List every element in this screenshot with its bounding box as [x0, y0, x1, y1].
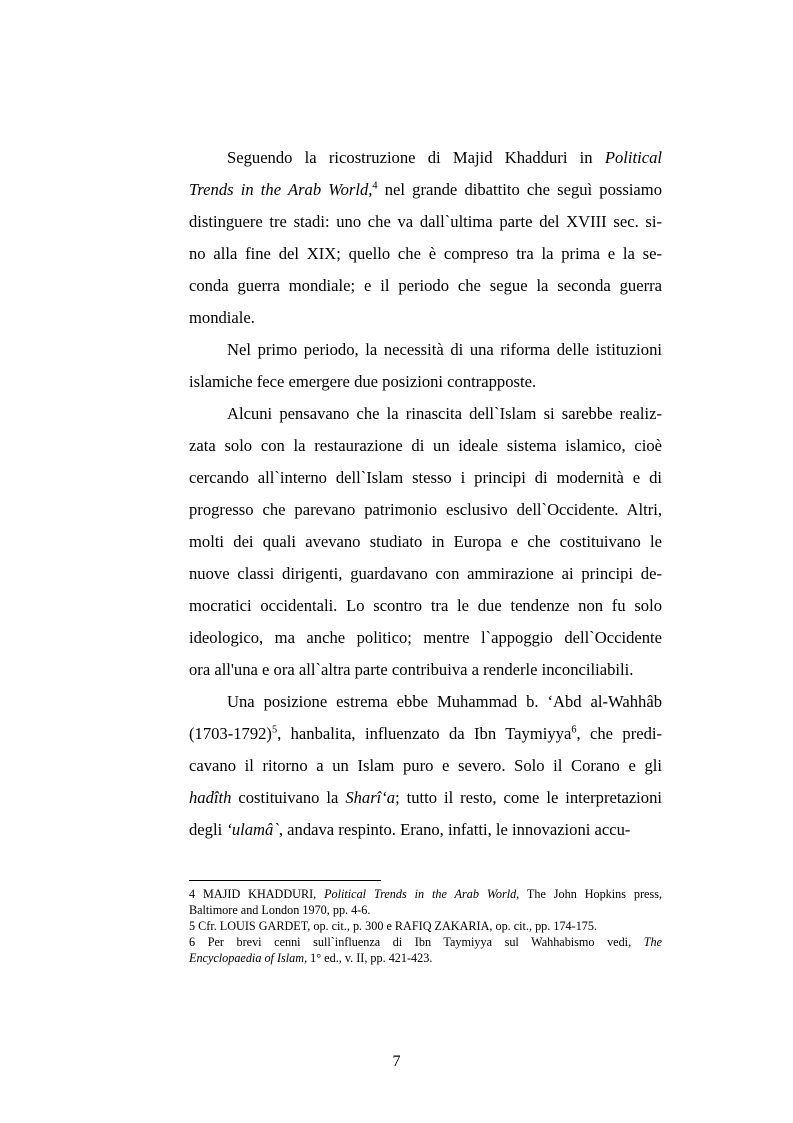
text-line: no alla fine del XIX; quello che è compreso tra la prima e la se- — [189, 244, 662, 263]
text-line: Nel primo periodo, la necessità di una riforma delle istituzioni — [227, 340, 662, 359]
paragraph-2 — [189, 334, 662, 398]
text-line: Una posizione estrema ebbe Muhammad b. ‘Abd al-Wahhâb — [227, 692, 662, 711]
text-line: Seguendo la ricostruzione di Majid Khadduri in Political — [227, 148, 662, 167]
footnote-6 — [189, 934, 662, 966]
text-line: (1703-1792)$^5$, hanbalita, influenzato da Ibn Taymiyya$^6$, che predi- — [189, 724, 663, 743]
text-line: mondiale. — [189, 308, 255, 327]
footnote-reference[interactable]: 6 — [571, 724, 577, 736]
footnote-line: 4 MAJID KHADDURI, Political Trends in the Arab World, The John Hopkins press, — [189, 887, 662, 901]
body-text — [189, 142, 662, 846]
paragraph-1 — [189, 142, 662, 334]
footnote-number: 5 — [189, 919, 199, 933]
text-line: ora all'una e ora all`altra parte contribuiva a renderle inconciliabili. — [189, 660, 634, 679]
text-line: cavano il ritorno a un Islam puro e severo. Solo il Corano e gli — [189, 756, 662, 775]
italic-text: Encyclopaedia of Islam, — [189, 951, 308, 965]
paragraph-3 — [189, 398, 662, 686]
italic-text: Political Trends in the Arab World, — [324, 887, 520, 901]
text-line: distinguere tre stadi: uno che va dall`ultima parte del XVIII sec. si- — [189, 212, 662, 231]
footnote-line: 5 Cfr. LOUIS GARDET, op. cit., p. 300 e RAFIQ ZAKARIA, op. cit., pp. 174-175. — [189, 919, 598, 933]
footnote-line: Baltimore and London 1970, pp. 4-6. — [189, 903, 371, 917]
italic-text: ‘ulamâ` — [226, 820, 279, 839]
italic-text: The — [643, 935, 662, 949]
text-line: hadîth costituivano la Sharî‘a; tutto il resto, come le interpretazioni — [189, 788, 662, 807]
italic-text: Sharî‘a — [345, 788, 396, 807]
page-number: 7 — [392, 1053, 401, 1070]
text-line: degli ‘ulamâ`, andava respinto. Erano, infatti, le innovazioni accu- — [189, 820, 631, 839]
footnote-5 — [189, 918, 662, 934]
italic-text: Trends in the Arab World, — [189, 180, 373, 199]
text-line: conda guerra mondiale; e il periodo che segue la seconda guerra — [189, 276, 662, 295]
text-line: nuove classi dirigenti, guardavano con ammirazione ai principi de- — [189, 564, 662, 583]
text-line: molti dei quali avevano studiato in Europa e che costituivano le — [189, 532, 662, 551]
footnote-reference[interactable]: 4 — [372, 180, 378, 192]
text-line: zata solo con la restaurazione di un ideale sistema islamico, cioè — [189, 436, 662, 455]
text-line: ideologico, ma anche politico; mentre l`appoggio dell`Occidente — [189, 628, 662, 647]
italic-text: hadîth — [189, 788, 232, 807]
text-line: mocratici occidentali. Lo scontro tra le due tendenze non fu solo — [189, 596, 662, 615]
italic-text: Political — [604, 148, 662, 167]
footnotes — [189, 886, 662, 966]
footnote-line: Encyclopaedia of Islam, 1° ed., v. II, pp. 421-423. — [189, 951, 433, 965]
text-line: progresso che parevano patrimonio esclusivo dell`Occidente. Altri, — [189, 500, 662, 519]
footnote-4 — [189, 886, 662, 918]
text-line: cercando all`interno dell`Islam stesso i principi di modernità e di — [189, 468, 662, 487]
text-line: Alcuni pensavano che la rinascita dell`Islam si sarebbe realiz- — [227, 404, 662, 423]
footnote-line: 6 Per brevi cenni sull`influenza di Ibn Taymiyya sul Wahhabismo vedi, The — [189, 935, 662, 949]
footnote-separator — [189, 880, 381, 881]
paragraph-4 — [189, 686, 662, 846]
footnote-number: 4 — [189, 887, 203, 901]
text-line: Trends in the Arab World,$^4$ nel grande dibattito che seguì possiamo — [189, 180, 662, 199]
footnote-reference[interactable]: 5 — [271, 724, 278, 736]
footnote-number: 6 — [189, 935, 208, 949]
text-line: islamiche fece emergere due posizioni contrapposte. — [189, 372, 537, 391]
